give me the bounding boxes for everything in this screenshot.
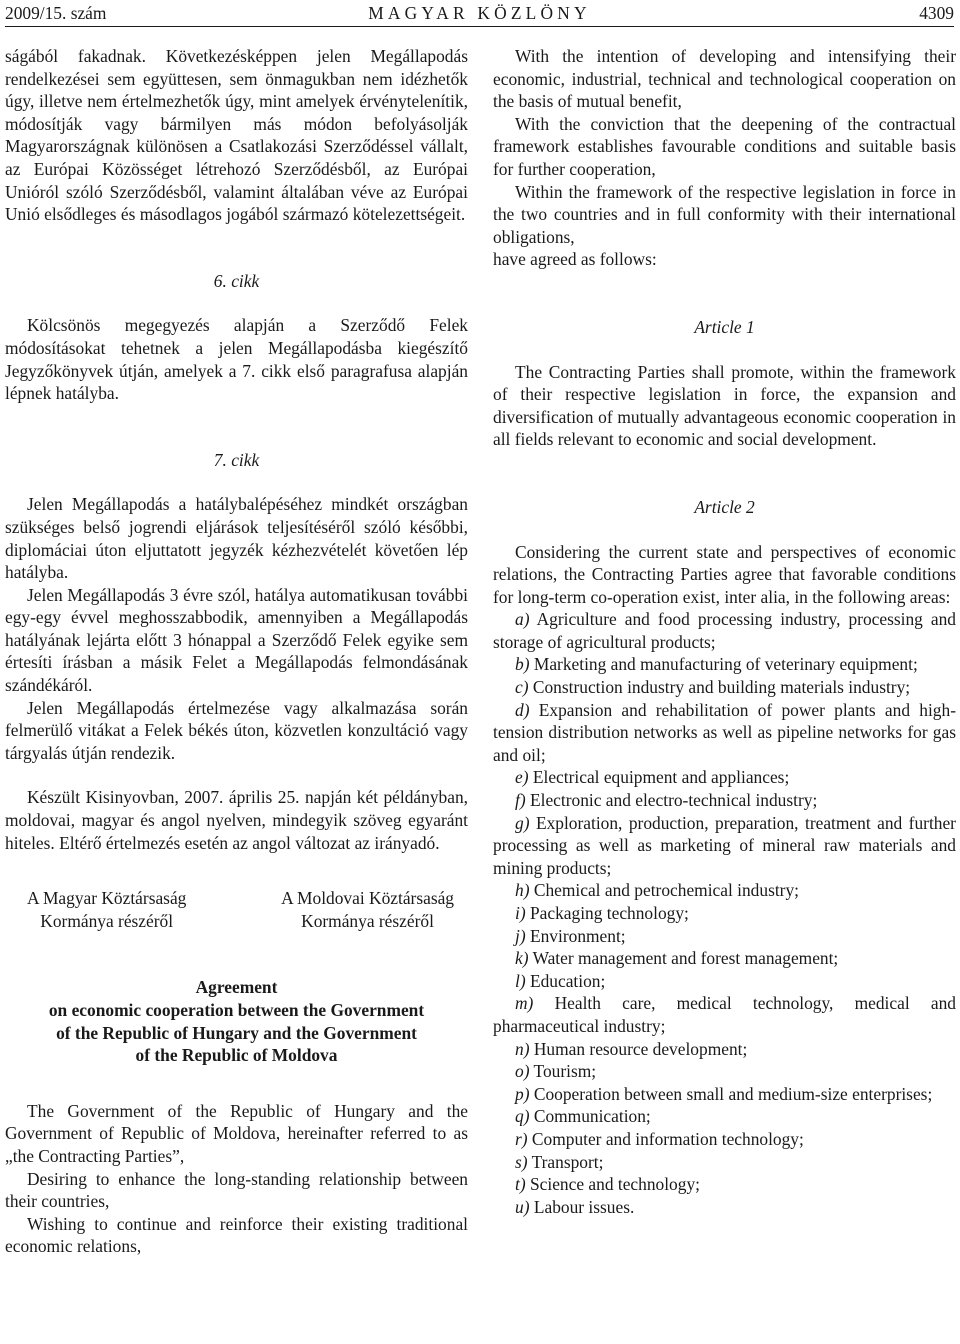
list-item-text: Chemical and petrochemical industry;	[533, 880, 799, 901]
list-item-text: Communication;	[533, 1106, 651, 1127]
areas-list	[493, 608, 956, 1218]
article-1-heading: Article 1	[694, 316, 755, 337]
list-item-text: Science and technology;	[529, 1174, 700, 1195]
list-item	[493, 970, 956, 993]
article-2-heading: Article 2	[694, 496, 755, 517]
article-1-text: The Contracting Parties shall promote, within the framework of their respective legislation in force, the expansion and diversification of mutually advantageous economic cooperation in all fields relevant to economic and social development.	[493, 361, 956, 450]
list-item-letter: l)	[515, 970, 526, 991]
list-item	[493, 992, 956, 1037]
list-item-letter: u)	[515, 1196, 530, 1217]
list-item	[493, 608, 956, 653]
page-number: 4309	[919, 3, 954, 23]
article-7-paragraph-2: Jelen Megállapodás 3 évre szól, hatálya automatikusan további egy-egy évvel meghosszabbodik, amennyiben a Megállapodás hatályának lejárta előtt 3 hónappal a Szerződő Felek egyike sem értesíti írásban a másik Felet a Megállapodás felmondásának szándékáról.	[5, 584, 468, 696]
list-item-text: Transport;	[531, 1151, 604, 1172]
list-item	[493, 947, 956, 970]
list-item	[493, 766, 956, 789]
list-item	[493, 925, 956, 948]
preamble-paragraph-6: Within the framework of the respective legislation in force in the two countries and in full conformity with their international obligations,	[493, 181, 956, 247]
preamble-paragraph-1: The Government of the Republic of Hungary and the Government of Republic of Moldova, hereinafter referred to as „the Contracting Parties”,	[5, 1100, 468, 1166]
article-2-intro: Considering the current state and perspectives of economic relations, the Contracting Parties agree that favorable conditions for long-term co-operation exist, inter alia, in the following areas:	[493, 541, 956, 607]
article-7-paragraph-3: Jelen Megállapodás értelmezése vagy alkalmazása során felmerülő vitákat a Felek békés úton, közvetlen konzultáció vagy tárgyalás útján rendezik.	[5, 697, 468, 763]
list-item-letter: o)	[515, 1061, 530, 1082]
list-item-text: Labour issues.	[533, 1196, 635, 1217]
list-item	[493, 1060, 956, 1083]
article-7-heading: 7. cikk	[213, 449, 260, 470]
list-item	[493, 1196, 956, 1219]
list-item-text: Packaging technology;	[529, 903, 689, 923]
list-item	[493, 1151, 956, 1174]
list-item-text: Agriculture and food processing industry, processing and storage of agricultural products;	[493, 609, 956, 652]
list-item-text: Health care, medical technology, medical and pharmaceutical industry;	[493, 993, 956, 1036]
article-6-text: Kölcsönös megegyezés alapján a Szerződő Felek módosításokat tehetnek a jelen Megállapodásba kiegészítő Jegyzőkönyvek útján, amelyek a 7. cikk első paragrafusa alapján lépnek hatályba.	[5, 315, 468, 404]
list-item-text: Computer and information technology;	[531, 1128, 804, 1149]
list-item	[493, 653, 956, 676]
list-item	[493, 789, 956, 812]
preamble-paragraph-3: Wishing to continue and reinforce their existing traditional economic relations,	[5, 1213, 468, 1257]
list-item-text: Marketing and manufacturing of veterinary equipment;	[533, 654, 918, 675]
list-item-letter: b)	[515, 654, 530, 675]
list-item-text: Water management and forest management;	[532, 948, 839, 969]
list-item	[493, 879, 956, 902]
signatures	[5, 887, 468, 932]
list-item	[493, 902, 956, 925]
list-item-letter: q)	[515, 1106, 530, 1127]
list-item-letter: s)	[515, 1151, 528, 1172]
issue-number: 2009/15. szám	[5, 3, 107, 23]
continuation-paragraph: ságából fakadnak. Következésképpen jelen Megállapodás rendelkezései sem együttesen, sem önmagukban nem idézhetők úgy, illetve nem értelmezhetők úgy, mint amelyek érvénytelenítik, módosítják vagy bármilyen más módon befolyásolják Magyarországnak különösen a Csatlakozási Szerződéssel vállalt, az Európai Közösséget létrehozó Szerződésből, az Európai Unióról szóló Szerződésből, valamint általában véve az Európai Unió elsődleges és másodlagos jogából származó kötelezettségeit.	[5, 46, 468, 225]
list-item-letter: f)	[515, 790, 526, 811]
agreement-title: Agreement on economic cooperation between the Government of the Republic of Hungary and the Government of the Republic of Moldova	[48, 977, 425, 1066]
list-item-letter: m)	[515, 993, 534, 1014]
list-item-text: Exploration, production, preparation, treatment and further processing as well as marketing of mineral raw materials and mining products;	[493, 812, 956, 878]
list-item-letter: n)	[515, 1038, 530, 1059]
article-6-heading: 6. cikk	[213, 270, 260, 291]
preamble-paragraph-2: Desiring to enhance the long-standing relationship between their countries,	[5, 1168, 468, 1212]
left-column	[5, 45, 468, 1258]
list-item-letter: t)	[515, 1174, 526, 1195]
list-item-letter: r)	[515, 1128, 528, 1149]
signature-moldova: A Moldovai Köztársaság Kormánya részéről	[281, 888, 454, 931]
journal-title: MAGYAR KÖZLÖNY	[368, 3, 591, 23]
list-item-text: Electrical equipment and appliances;	[532, 767, 790, 788]
preamble-paragraph-5: With the conviction that the deepening of the contractual framework establishes favourable conditions and suitable basis for further cooperation,	[493, 113, 956, 179]
preamble-paragraph-4: With the intention of developing and intensifying their economic, industrial, technical and technological cooperation on the basis of mutual benefit,	[493, 46, 956, 112]
list-item	[493, 1038, 956, 1061]
list-item-letter: i)	[515, 903, 526, 923]
list-item-letter: e)	[515, 767, 529, 788]
list-item-text: Construction industry and building materials industry;	[532, 677, 911, 698]
list-item-text: Education;	[529, 970, 606, 991]
list-item	[493, 1173, 956, 1196]
list-item	[493, 1128, 956, 1151]
agreed-as-follows: have agreed as follows:	[493, 249, 657, 270]
list-item-text: Environment;	[529, 925, 626, 946]
list-item-letter: g)	[515, 812, 530, 833]
right-column	[493, 45, 956, 1218]
list-item-letter: k)	[515, 948, 529, 969]
signature-hungary: A Magyar Köztársaság Kormánya részéről	[27, 888, 187, 931]
list-item	[493, 1105, 956, 1128]
list-item-letter: j)	[515, 925, 526, 946]
list-item-text: Electronic and electro-technical industry;	[529, 790, 818, 811]
list-item	[493, 676, 956, 699]
list-item-text: Human resource development;	[533, 1038, 748, 1059]
made-at-paragraph: Készült Kisinyovban, 2007. április 25. napján két példányban, moldovai, magyar és angol nyelven, mindegyik szöveg egyaránt hiteles. Eltérő értelmezés esetén az angol változat az irányadó.	[5, 787, 468, 853]
list-item-letter: d)	[515, 699, 530, 720]
list-item	[493, 699, 956, 767]
list-item-letter: p)	[515, 1083, 530, 1104]
list-item-text: Cooperation between small and medium-size enterprises;	[533, 1083, 933, 1104]
page-header	[5, 0, 954, 27]
list-item-letter: c)	[515, 677, 529, 698]
article-7-paragraph-1: Jelen Megállapodás a hatálybalépéséhez mindkét országban szükséges belső jogrendi eljárások teljesítéséről szóló későbbi, diplomáciai úton eljuttatott jegyzék kézhezvételét követően lép hatályba.	[5, 494, 468, 583]
list-item-text: Expansion and rehabilitation of power plants and high-tension distribution networks as well as pipeline networks for gas and oil;	[493, 699, 956, 765]
list-item	[493, 1083, 956, 1106]
list-item-text: Tourism;	[533, 1061, 597, 1082]
list-item-letter: a)	[515, 609, 530, 630]
list-item-letter: h)	[515, 880, 530, 901]
list-item	[493, 812, 956, 880]
